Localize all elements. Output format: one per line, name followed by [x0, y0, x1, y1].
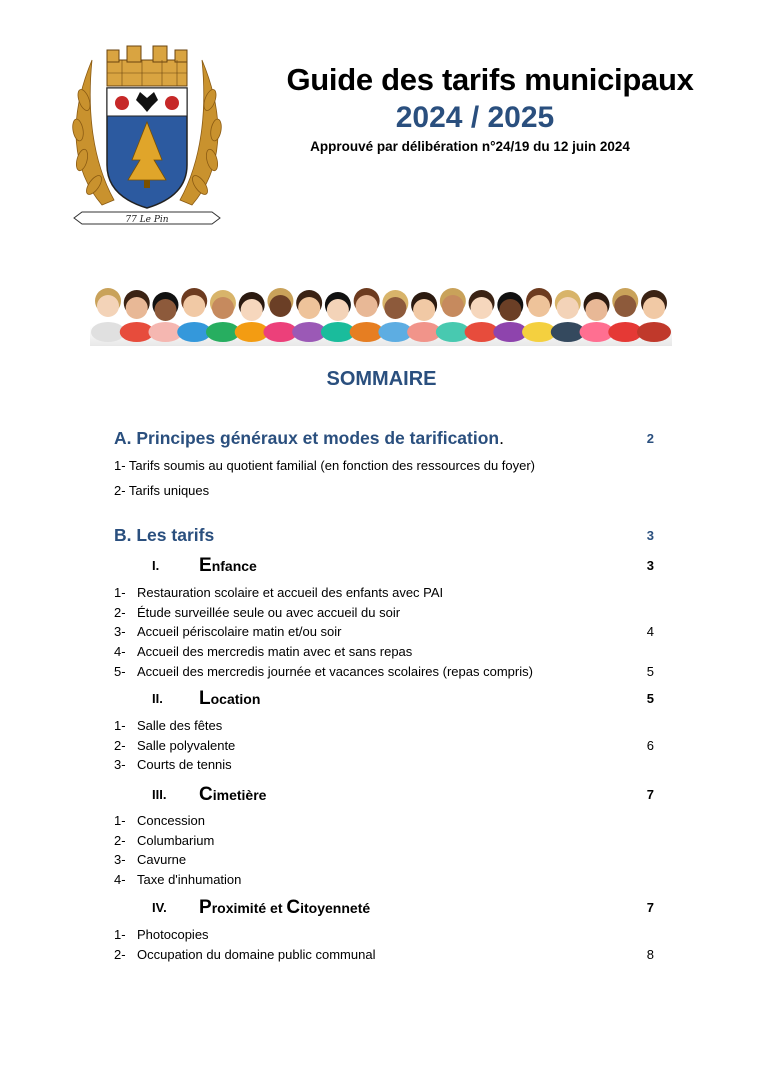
toc-entry-number: 2- [114, 946, 126, 962]
toc-entry-label: Salle des fêtes [137, 718, 223, 733]
toc-entry-number: 1- [114, 718, 126, 733]
section-a-item: 1- Tarifs soumis au quotient familial (en fonction des ressources du foyer) [114, 458, 536, 473]
section-a-heading [114, 428, 654, 449]
toc-entry [114, 738, 654, 758]
toc-entry [114, 644, 654, 664]
toc-entry-number: 2- [114, 832, 126, 848]
toc-entry-number: 2- [114, 604, 126, 620]
toc-entry-label: Taxe d'inhumation [137, 872, 242, 888]
coat-of-arms-icon [62, 40, 232, 230]
toc-entry-label: Salle polyvalente [137, 737, 236, 753]
section-a-item: 2- Tarifs uniques [114, 483, 210, 498]
toc-entry [114, 718, 654, 738]
toc-entry-number: 3- [114, 624, 126, 640]
toc-entry-page: 5 [646, 663, 654, 679]
document-title: Guide des tarifs municipaux [286, 62, 694, 97]
toc-entry-label: Accueil périscolaire matin et/ou soir [137, 624, 342, 640]
toc-entry-number: 2- [114, 737, 126, 753]
toc-entry [114, 813, 654, 833]
toc-entry-number: 4- [114, 644, 126, 660]
toc-entry-page: 6 [646, 737, 654, 753]
toc-entry [114, 833, 654, 853]
section-a-dot: . [499, 428, 504, 448]
toc-entry-number: 3- [114, 852, 126, 868]
toc-entry-label: Cavurne [137, 852, 187, 868]
toc-entry [114, 585, 654, 605]
approval-note: Approuvé par délibération n°24/19 du 12 juin 2024 [310, 139, 630, 154]
toc-entry-label: Restauration scolaire et accueil des enfants avec PAI [137, 585, 444, 600]
section-a-page: 2 [646, 431, 654, 446]
toc-entry [114, 927, 654, 947]
toc-entry [114, 757, 654, 777]
toc-entry [114, 624, 654, 644]
toc-entry-label: Accueil des mercredis journée et vacances scolaires (repas compris) [137, 663, 533, 679]
toc-entry-number: 1- [114, 813, 126, 828]
toc-entry-label: Étude surveillée seule ou avec accueil du soir [137, 604, 401, 620]
toc-entry-label: Courts de tennis [137, 757, 232, 773]
toc-entry [114, 872, 654, 892]
toc-entry-number: 1- [114, 585, 126, 600]
toc-entry-label: Accueil des mercredis matin avec et sans repas [137, 644, 413, 660]
section-a-title: A. Principes généraux et modes de tarification [114, 428, 500, 448]
children-banner-icon [90, 274, 672, 346]
section-b-title: B. Les tarifs [114, 525, 215, 545]
toc-entry-page: 4 [646, 624, 654, 640]
toc-entry-label: Columbarium [137, 832, 215, 848]
toc-entry-number: 5- [114, 663, 126, 679]
crest-motto: 77 Le Pin [125, 215, 169, 225]
toc-entry-label: Concession [137, 813, 205, 828]
toc-entry [114, 605, 654, 625]
section-b-heading [114, 525, 654, 546]
document-years: 2024 / 2025 [395, 101, 555, 134]
toc-entry-label: Occupation du domaine public communal [137, 946, 376, 962]
toc-entry [114, 852, 654, 872]
toc-entry [114, 664, 654, 684]
toc-entry-number: 1- [114, 927, 126, 942]
toc-entry [114, 947, 654, 967]
toc-entry-number: 3- [114, 757, 126, 773]
toc-entry-number: 4- [114, 872, 126, 888]
toc-entry-label: Photocopies [137, 927, 209, 942]
toc-entry-page: 8 [646, 946, 654, 962]
summary-heading: SOMMAIRE [326, 368, 437, 390]
section-b-page: 3 [646, 528, 654, 543]
